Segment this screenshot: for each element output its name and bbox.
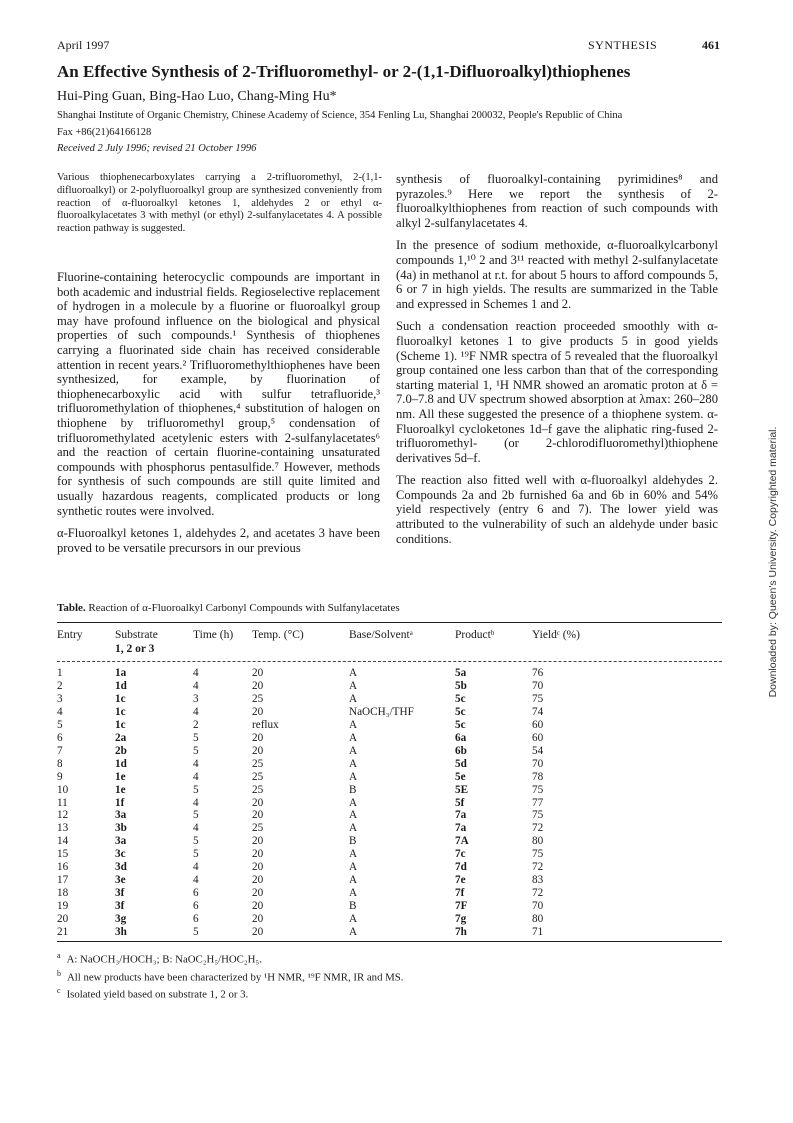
cell-time: 5	[193, 926, 199, 938]
cell-temp: reflux	[252, 718, 279, 731]
cell-base-solvent: A	[349, 757, 358, 770]
cell-yield: 60	[532, 731, 544, 744]
fax-number: Fax +86(21)64166128	[57, 127, 152, 138]
body-paragraph: Fluorine-containing heterocyclic compounds are important in both academic and industrial fields. Regioselective replacement of hydrogen in a molecule by a fluorine or fluoroalkyl group may have profound influence on the biological and physical properties of such compounds.¹ Synthesis of thiophenes carrying a fluorinated side chain has received considerable attention in recent years.² Trifluoromethylthiophenes have been synthesized, for example, by fluorination of thiophenecarboxylic acid with sulfur tetrafluoride,³ trifluoromethylation of thiophenes,⁴ substitution of halogen on thiophene by trifluoromethyl group,⁵ condensation of trifluoromethylated acetylenic esters with 2-sulfanylacetates⁶ and the reaction of certain fluorine-containing unsaturated compounds with phosphorus pentasulfide.⁷ However, methods for synthesis of such compounds are still quite limited and usually hazardous reagents, complicated products or long synthetic routes were involved.	[57, 270, 380, 518]
cell-entry: 5	[57, 718, 63, 731]
cell-base-solvent: A	[349, 887, 358, 900]
cell-entry: 8	[57, 757, 63, 770]
cell-base-solvent: A	[349, 822, 358, 835]
cell-base-solvent: A	[349, 874, 358, 887]
cell-substrate: 1d	[115, 757, 127, 770]
cell-base-solvent: B	[349, 783, 357, 796]
cell-time: 4	[193, 667, 199, 679]
cell-yield: 70	[532, 757, 544, 770]
body-paragraph: synthesis of fluoroalkyl-containing pyrimidines⁸ and pyrazoles.⁹ Here we report the synthesis of 2-fluoroalkylthiophenes from reaction of such compounds with alkyl 2-sulfanylacetates 4.	[396, 172, 718, 230]
cell-entry: 3	[57, 692, 63, 705]
affiliation: Shanghai Institute of Organic Chemistry, Chinese Academy of Science, 354 Fenling Lu, Shanghai 200032, People's Republic of China	[57, 110, 623, 121]
cell-temp: 20	[252, 900, 264, 913]
cell-time: 6	[193, 900, 199, 913]
cell-entry: 15	[57, 848, 69, 861]
table-caption	[57, 602, 400, 614]
cell-product: 7a	[455, 809, 467, 822]
table-row	[0, 822, 793, 835]
table-row	[0, 874, 793, 887]
table-row	[0, 745, 793, 758]
cell-yield: 72	[532, 887, 544, 900]
cell-temp: 25	[252, 692, 264, 705]
cell-entry: 2	[57, 679, 63, 692]
column-header-temp: Temp. (°C)	[252, 629, 304, 641]
table-row	[0, 732, 793, 745]
cell-time: 4	[193, 679, 199, 692]
cell-time: 5	[193, 731, 199, 744]
cell-time: 4	[193, 861, 199, 874]
column-header-substrate	[115, 628, 158, 656]
cell-substrate: 3f	[115, 887, 125, 900]
table-row	[0, 861, 793, 874]
table-footnote: $^c$ Isolated yield based on substrate 1, 2 or 3.	[57, 986, 249, 1001]
cell-entry: 19	[57, 900, 69, 913]
cell-temp: 20	[252, 926, 264, 938]
table-row	[0, 667, 793, 680]
cell-base-solvent: A	[349, 731, 358, 744]
cell-base-solvent: B	[349, 835, 357, 848]
cell-time: 4	[193, 822, 199, 835]
cell-time: 4	[193, 796, 199, 809]
author-list: Hui-Ping Guan, Bing-Hao Luo, Chang-Ming Hu*	[57, 89, 337, 104]
table-row	[0, 771, 793, 784]
table-row	[0, 913, 793, 926]
cell-product: 5c	[455, 718, 466, 731]
cell-temp: 20	[252, 913, 264, 926]
cell-substrate: 1f	[115, 796, 125, 809]
cell-product: 7F	[455, 900, 468, 913]
cell-base-solvent: A	[349, 692, 358, 705]
cell-substrate: 1a	[115, 667, 127, 679]
cell-yield: 77	[532, 796, 544, 809]
table-row	[0, 784, 793, 797]
cell-substrate: 1c	[115, 705, 126, 718]
cell-base-solvent: A	[349, 667, 358, 679]
column-header-base: Base/Solventᵃ	[349, 629, 413, 641]
cell-base-solvent: A	[349, 796, 358, 809]
cell-temp: 25	[252, 770, 264, 783]
cell-yield: 54	[532, 744, 544, 757]
cell-temp: 25	[252, 822, 264, 835]
cell-substrate: 1e	[115, 770, 126, 783]
cell-time: 3	[193, 692, 199, 705]
table-row	[0, 926, 793, 939]
cell-time: 6	[193, 913, 199, 926]
column-header-yield: Yieldᶜ (%)	[532, 629, 580, 641]
cell-temp: 20	[252, 874, 264, 887]
cell-product: 5E	[455, 783, 469, 796]
cell-product: 7A	[455, 835, 469, 848]
table-row	[0, 680, 793, 693]
table-bottom-rule	[57, 941, 722, 942]
cell-temp: 20	[252, 835, 264, 848]
table-row	[0, 900, 793, 913]
cell-substrate: 1d	[115, 679, 127, 692]
table-row	[0, 848, 793, 861]
table-row	[0, 809, 793, 822]
cell-substrate: 3g	[115, 913, 127, 926]
cell-base-solvent: A	[349, 913, 358, 926]
cell-yield: 70	[532, 900, 544, 913]
cell-temp: 25	[252, 757, 264, 770]
cell-product: 5b	[455, 679, 467, 692]
cell-time: 6	[193, 887, 199, 900]
cell-entry: 20	[57, 913, 69, 926]
cell-temp: 20	[252, 744, 264, 757]
cell-time: 5	[193, 835, 199, 848]
cell-base-solvent: A	[349, 809, 358, 822]
cell-base-solvent: A	[349, 861, 358, 874]
cell-temp: 20	[252, 705, 264, 718]
cell-base-solvent: A	[349, 926, 358, 938]
cell-temp: 20	[252, 861, 264, 874]
cell-temp: 20	[252, 731, 264, 744]
cell-yield: 78	[532, 770, 544, 783]
cell-temp: 20	[252, 667, 264, 679]
table-row	[0, 706, 793, 719]
cell-product: 7a	[455, 822, 467, 835]
cell-entry: 11	[57, 796, 68, 809]
cell-entry: 17	[57, 874, 69, 887]
table-row	[0, 693, 793, 706]
running-header-date: April 1997	[57, 38, 110, 52]
cell-entry: 18	[57, 887, 69, 900]
cell-yield: 75	[532, 692, 544, 705]
cell-temp: 20	[252, 679, 264, 692]
table-row	[0, 887, 793, 900]
cell-yield: 75	[532, 848, 544, 861]
cell-substrate: 3b	[115, 822, 127, 835]
cell-substrate: 3h	[115, 926, 127, 938]
cell-entry: 4	[57, 705, 63, 718]
abstract: Various thiophenecarboxylates carrying a 2-trifluoromethyl, 2-(1,1-difluoroalkyl) or 2-polyfluoroalkyl group are synthesized conveniently from reaction of α-fluoroalkyl ketones 1, aldehydes 2 or ethyl α-fluoroalkylacetates 3 with methyl (or ethyl) 2-sulfanylacetates 4. A possible reaction pathway is suggested.	[57, 172, 382, 235]
cell-substrate: 2a	[115, 731, 127, 744]
cell-product: 5f	[455, 796, 465, 809]
cell-base-solvent: A	[349, 770, 358, 783]
cell-yield: 80	[532, 913, 544, 926]
table-caption-text: Reaction of α-Fluoroalkyl Carbonyl Compounds with Sulfanylacetates	[85, 602, 400, 614]
cell-temp: 25	[252, 783, 264, 796]
cell-substrate: 3a	[115, 835, 127, 848]
cell-temp: 20	[252, 809, 264, 822]
cell-entry: 6	[57, 731, 63, 744]
cell-substrate: 3f	[115, 900, 125, 913]
cell-yield: 72	[532, 861, 544, 874]
cell-substrate: 3e	[115, 874, 126, 887]
cell-product: 5c	[455, 705, 466, 718]
column-header-substrate-line2: 1, 2 or 3	[115, 643, 155, 655]
table-caption-label: Table.	[57, 602, 86, 614]
body-paragraph: α-Fluoroalkyl ketones 1, aldehydes 2, and acetates 3 have been proved to be versatile precursors in our previous	[57, 526, 380, 555]
cell-time: 5	[193, 744, 199, 757]
cell-time: 5	[193, 848, 199, 861]
cell-product: 6a	[455, 731, 467, 744]
cell-yield: 80	[532, 835, 544, 848]
table-footnote: $^a$ A: NaOCH₃/HOCH₃; B: NaOC₂H₅/HOC₂H₅.	[57, 951, 262, 966]
cell-entry: 12	[57, 809, 69, 822]
cell-product: 7d	[455, 861, 467, 874]
download-watermark: Downloaded by: Queen's University. Copyrighted material.	[767, 426, 779, 698]
body-paragraph: The reaction also fitted well with α-fluoroalkyl aldehydes 2. Compounds 2a and 2b furnished 6a and 6b in 60% and 54% yield respectively (entry 6 and 7). The lower yield was attributed to the vulnerability of such an aldehyde under basic conditions.	[396, 473, 718, 546]
column-header-time: Time (h)	[193, 629, 234, 641]
left-column	[57, 270, 380, 563]
cell-product: 7e	[455, 874, 466, 887]
table-row	[0, 835, 793, 848]
cell-product: 5e	[455, 770, 466, 783]
body-paragraph: Such a condensation reaction proceeded smoothly with α-fluoroalkyl ketones 1 to give products 5 in good yields (Scheme 1). ¹⁹F NMR spectra of 5 revealed that the fluoroalkyl group contained one less carbon than that of the corresponding starting material 1, ¹H NMR showed an aromatic proton at δ = 7.0–7.8 and UV spectrum showed absorption at λmax: 260–280 nm. All these suggested the presence of a thiophene system. α-Fluoroalkyl cycloketones 1d–f gave the aliphatic ring-fused 2-trifluoromethyl- (or 2-chlorodifluoromethyl)thiophene derivatives 5d–f.	[396, 319, 718, 465]
cell-product: 7f	[455, 887, 465, 900]
column-header-substrate-line1: Substrate	[115, 629, 158, 641]
cell-temp: 20	[252, 887, 264, 900]
cell-substrate: 3d	[115, 861, 127, 874]
cell-yield: 72	[532, 822, 544, 835]
table-footnote: $^b$ All new products have been characterized by ¹H NMR, ¹⁹F NMR, IR and MS.	[57, 968, 404, 984]
cell-product: 7c	[455, 848, 466, 861]
cell-yield: 83	[532, 874, 544, 887]
running-header-journal: SYNTHESIS	[588, 38, 658, 52]
cell-entry: 9	[57, 770, 63, 783]
cell-base-solvent: A	[349, 848, 358, 861]
cell-entry: 1	[57, 667, 63, 679]
cell-product: 7g	[455, 913, 467, 926]
cell-yield: 60	[532, 718, 544, 731]
cell-entry: 21	[57, 926, 69, 938]
cell-time: 4	[193, 757, 199, 770]
cell-base-solvent: A	[349, 744, 358, 757]
cell-yield: 75	[532, 783, 544, 796]
cell-entry: 16	[57, 861, 69, 874]
cell-entry: 10	[57, 783, 69, 796]
cell-entry: 13	[57, 822, 69, 835]
cell-yield: 75	[532, 809, 544, 822]
article-title: An Effective Synthesis of 2-Trifluoromethyl- or 2-(1,1-Difluoroalkyl)thiophenes	[57, 62, 631, 81]
cell-substrate: 2b	[115, 744, 127, 757]
cell-yield: 74	[532, 705, 544, 718]
cell-product: 6b	[455, 744, 467, 757]
cell-time: 2	[193, 718, 199, 731]
table-row	[0, 797, 793, 810]
table-footnotes	[57, 949, 403, 1002]
cell-time: 5	[193, 783, 199, 796]
cell-time: 4	[193, 705, 199, 718]
cell-temp: 20	[252, 796, 264, 809]
cell-product: 5c	[455, 692, 466, 705]
table-header-rule	[57, 661, 722, 662]
cell-product: 5a	[455, 667, 467, 679]
cell-yield: 76	[532, 667, 544, 679]
cell-substrate: 1c	[115, 718, 126, 731]
cell-base-solvent: B	[349, 900, 357, 913]
cell-entry: 14	[57, 835, 69, 848]
right-column	[396, 172, 718, 554]
table-row	[0, 719, 793, 732]
cell-yield: 71	[532, 926, 544, 938]
cell-time: 4	[193, 874, 199, 887]
cell-temp: 20	[252, 848, 264, 861]
cell-product: 5d	[455, 757, 467, 770]
column-header-product: Productᵇ	[455, 629, 495, 641]
cell-base-solvent: A	[349, 679, 358, 692]
cell-yield: 70	[532, 679, 544, 692]
cell-substrate: 1c	[115, 692, 126, 705]
page-number: 461	[702, 38, 720, 52]
column-header-entry: Entry	[57, 629, 83, 641]
cell-base-solvent: NaOCH₃/THF	[349, 705, 414, 718]
table-top-rule	[57, 622, 722, 623]
cell-time: 5	[193, 809, 199, 822]
cell-base-solvent: A	[349, 718, 358, 731]
received-dates: Received 2 July 1996; revised 21 October 1996	[57, 143, 257, 154]
cell-substrate: 3a	[115, 809, 127, 822]
table-row	[0, 758, 793, 771]
body-paragraph: In the presence of sodium methoxide, α-fluoroalkylcarbonyl compounds 1,¹⁰ 2 and 3¹¹ reacted with methyl 2-sulfanylacetate (4a) in methanol at r.t. for about 5 hours to afford compounds 5, 6 or 7 in high yields. The results are summarized in the Table and expressed in Schemes 1 and 2.	[396, 238, 718, 311]
cell-time: 4	[193, 770, 199, 783]
cell-substrate: 3c	[115, 848, 126, 861]
cell-entry: 7	[57, 744, 63, 757]
cell-product: 7h	[455, 926, 467, 938]
cell-substrate: 1e	[115, 783, 126, 796]
